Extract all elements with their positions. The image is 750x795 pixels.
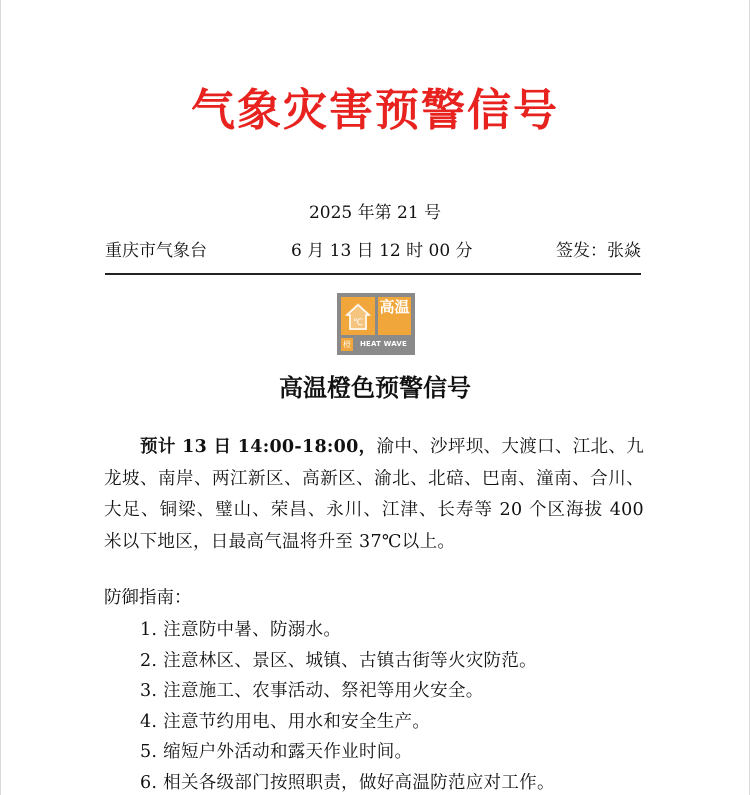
signer: 签发：张焱 (556, 241, 641, 261)
list-item: 1. 注意防中暑、防溺水。 (140, 620, 342, 640)
signal-body (104, 432, 644, 558)
page-title: 气象灾害预警信号 (191, 85, 559, 136)
issue-datetime: 6 月 13 日 12 时 00 分 (291, 241, 473, 261)
issuer: 重庆市气象台 (105, 241, 207, 261)
list-item: 3. 注意施工、农事活动、祭祀等用火安全。 (140, 681, 484, 701)
meta-row (105, 236, 641, 260)
list-item: 6. 相关各级部门按照职责，做好高温防范应对工作。 (140, 772, 555, 793)
thermometer-house-icon (341, 297, 375, 335)
signal-body-text: 渝中、沙坪坝、大渡口、江北、九龙坡、南岸、两江新区、高新区、渝北、北碚、巴南、潼南、合川、大足、铜梁、璧山、荣昌、永川、江津、长寿等 20 个区海拔 400 米以下地区，日最高气温将升至 37℃以上。 (104, 437, 645, 552)
signal-lead: 预计 13 日 14:00-18:00， (140, 437, 377, 457)
issue-number: 2025 年第 21 号 (308, 203, 442, 223)
guide-heading: 防御指南： (104, 588, 192, 608)
badge-english-label: HEAT WAVE (359, 340, 408, 348)
badge-corner-char: 橙 (343, 340, 351, 349)
badge-chinese-label: 高温 (378, 297, 411, 335)
list-item: 2. 注意林区、景区、城镇、古镇古街等火灾防范。 (140, 650, 537, 671)
svg-text:℃: ℃ (352, 318, 364, 328)
header-divider (105, 273, 641, 275)
heat-wave-orange-icon (337, 293, 415, 355)
list-item: 5. 缩短户外活动和露天作业时间。 (140, 742, 413, 762)
list-item: 4. 注意节约用电、用水和安全生产。 (140, 711, 431, 732)
signal-title: 高温橙色预警信号 (279, 373, 471, 402)
guide-list (140, 615, 555, 795)
